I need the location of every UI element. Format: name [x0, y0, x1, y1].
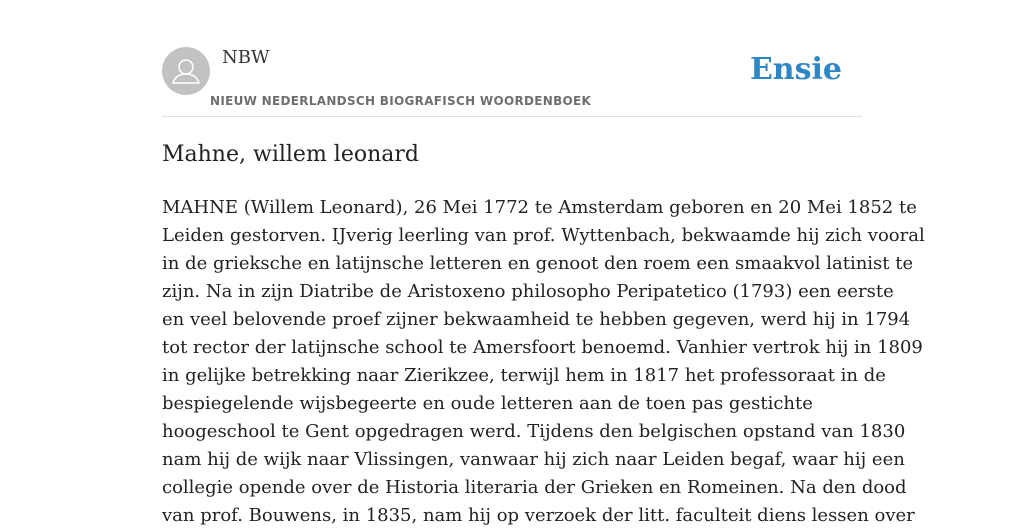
article-line: hoogeschool te Gent opgedragen werd. Tijdens den belgischen opstand van 1830 — [162, 421, 906, 442]
article-body — [162, 194, 925, 530]
article-line: MAHNE (Willem Leonard), 26 Mei 1772 te Amsterdam geboren en 20 Mei 1852 te — [162, 197, 917, 218]
page-wrapper — [162, 0, 925, 526]
article-line: Leiden gestorven. IJverig leerling van prof. Wyttenbach, bekwaamde hij zich vooral — [162, 225, 925, 246]
source-avatar[interactable] — [162, 47, 210, 95]
source-full-title[interactable]: NIEUW NEDERLANDSCH BIOGRAFISCH WOORDENBOEK — [210, 94, 592, 108]
article-line: in gelijke betrekking naar Zierikzee, terwijl hem in 1817 het professoraat in de — [162, 365, 886, 386]
article-line: nam hij de wijk naar Vlissingen, vanwaar hij zich naar Leiden begaf, waar hij een — [162, 449, 905, 470]
article-line: bespiegelende wijsbegeerte en oude letteren aan de toen pas gestichte — [162, 393, 813, 414]
article-line: zijn. Na in zijn Diatribe de Aristoxeno philosopho Peripatetico (1793) een eerste — [162, 281, 894, 302]
user-icon — [162, 47, 210, 95]
article-line: van prof. Bouwens, in 1835, nam hij op verzoek der litt. faculteit diens lessen over — [162, 505, 915, 526]
source-name[interactable]: NBW — [222, 47, 270, 68]
article-line: en veel belovende proef zijner bekwaamheid te hebben gegeven, werd hij in 1794 — [162, 309, 911, 330]
article-line: in de grieksche en latijnsche letteren en genoot den roem een smaakvol latinist te — [162, 253, 914, 274]
source-header — [162, 0, 862, 117]
article-line: tot rector der latijnsche school te Amersfoort benoemd. Vanhier vertrok hij in 1809 — [162, 337, 923, 358]
brand-logo[interactable]: Ensie — [749, 52, 842, 87]
article-line: collegie opende over de Historia literaria der Grieken en Romeinen. Na den dood — [162, 477, 907, 498]
article-title: Mahne, willem leonard — [162, 142, 419, 167]
